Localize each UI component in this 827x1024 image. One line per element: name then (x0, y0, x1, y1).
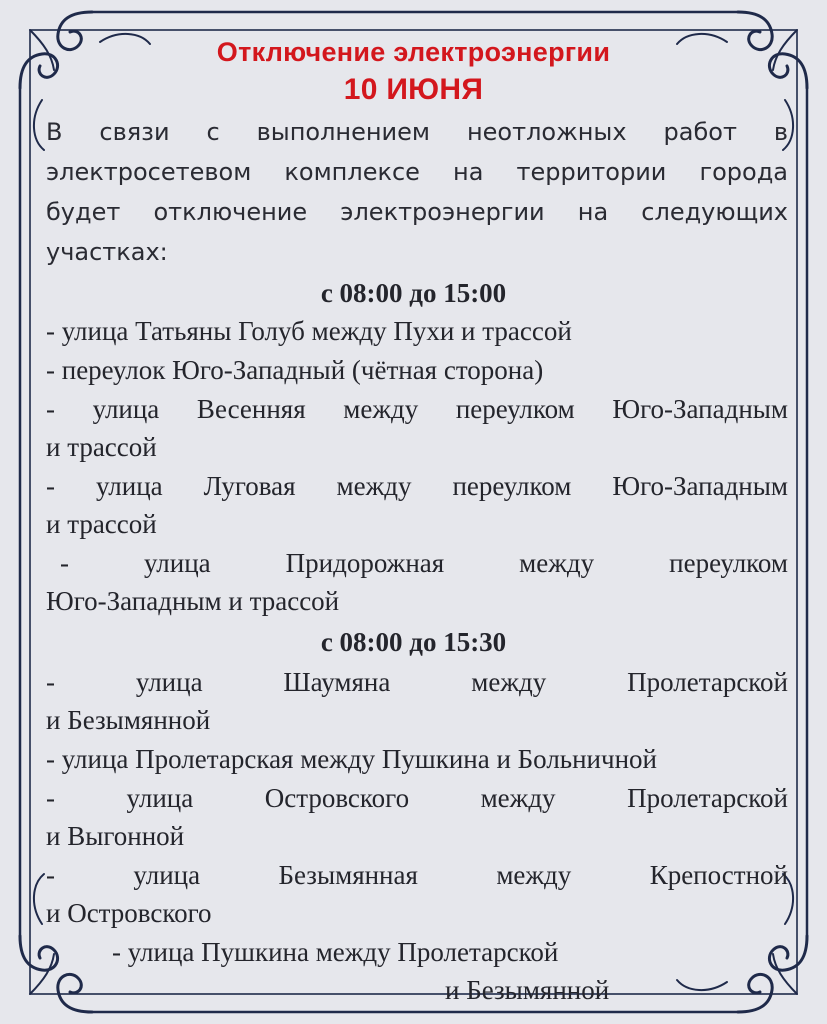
intro-line: электросетевом комплексе на территории города (46, 158, 788, 186)
schedule-line: и трассой (46, 432, 157, 462)
notice-title: Отключение электроэнергии (216, 37, 611, 67)
schedule-line: и Безымянной (46, 705, 211, 735)
schedule-line: - улица Пролетарская между Пушкина и Больничной (46, 744, 657, 774)
schedule-line: - улица Шаумяна между Пролетарской (46, 667, 788, 697)
time-range-heading: с 08:00 до 15:00 (320, 278, 507, 308)
time-range-heading: с 08:00 до 15:30 (320, 627, 507, 657)
schedule-line: - улица Придорожная между переулком (60, 548, 788, 578)
schedule-line: и Выгонной (46, 821, 185, 851)
schedule-line: - улица Безымянная между Крепостной (46, 860, 788, 890)
schedule-line: и Безымянной (445, 975, 610, 1005)
schedule-line: - улица Островского между Пролетарской (46, 783, 788, 813)
schedule-line: и трассой (46, 509, 157, 539)
intro-line: будет отключение электроэнергии на следующих (46, 198, 788, 226)
schedule-line: - переулок Юго-Западный (чётная сторона) (46, 355, 544, 385)
schedule-line: - улица Луговая между переулком Юго-Западным (46, 471, 788, 501)
schedule-line: - улица Весенняя между переулком Юго-Западным (46, 394, 788, 424)
intro-line: В связи с выполнением неотложных работ в (46, 118, 788, 146)
schedule-line: - улица Пушкина между Пролетарской (112, 937, 559, 967)
notice-date: 10 ИЮНЯ (343, 73, 484, 106)
schedule-line: - улица Татьяны Голуб между Пухи и трассой (46, 316, 572, 346)
corner-ornament-bottom-right (677, 874, 807, 1012)
intro-line: участках: (46, 238, 168, 266)
schedule-line: и Островского (46, 898, 212, 928)
schedule-line: Юго-Западным и трассой (46, 586, 340, 616)
